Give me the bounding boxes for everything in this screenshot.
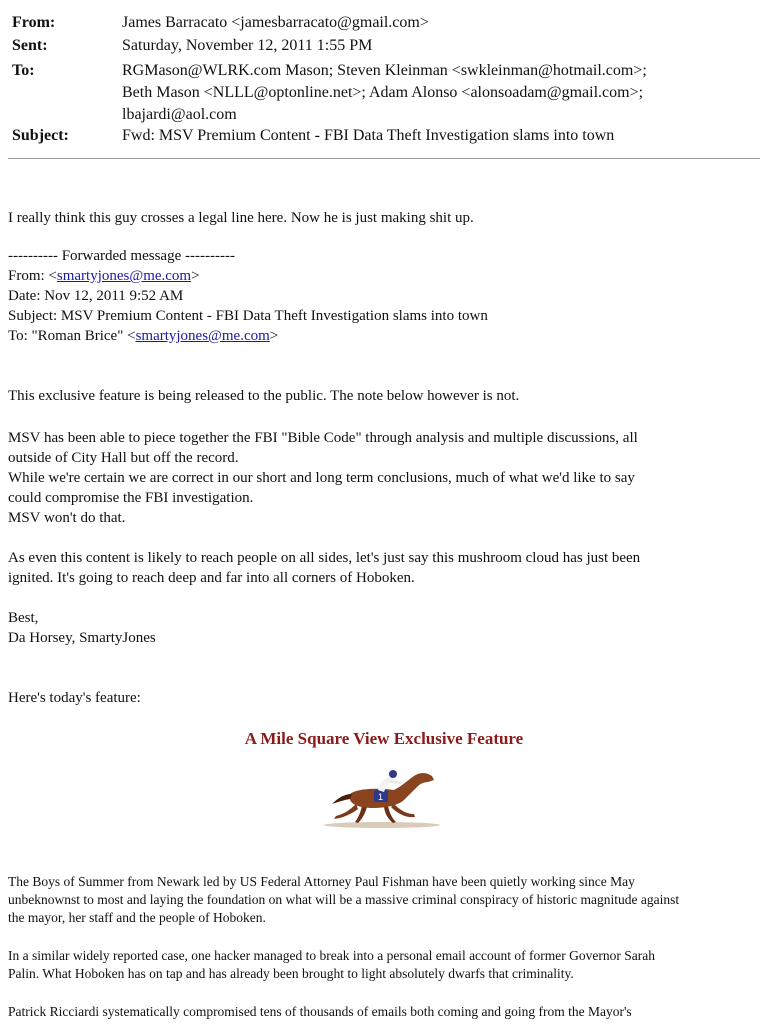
to-line-2: Beth Mason <NLLL@optonline.net>; Adam Alonso <alonsoadam@gmail.com>; — [122, 84, 644, 101]
feature-title: A Mile Square View Exclusive Feature — [244, 729, 524, 748]
forwarded-from: From: <smartyjones@me.com> — [8, 268, 200, 284]
paragraph-3-line-2: ignited. It's going to reach deep and far into all corners of Hoboken. — [8, 570, 415, 586]
forwarded-subject: Subject: MSV Premium Content - FBI Data Theft Investigation slams into town — [8, 308, 488, 324]
signature-best: Best, — [8, 610, 39, 626]
subject-label: Subject: — [12, 127, 69, 144]
to-label: To: — [12, 62, 35, 79]
forwarded-from-email-link[interactable]: smartyjones@me.com — [56, 268, 192, 284]
paragraph-2-line-2: outside of City Hall but off the record. — [8, 450, 239, 466]
article-paragraph-1-line-1: The Boys of Summer from Newark led by US Federal Attorney Paul Fishman have been quietly working since May — [8, 874, 635, 889]
paragraph-2-line-3: While we're certain we are correct in our short and long term conclusions, much of what we'd like to say — [8, 470, 635, 486]
article-paragraph-3-line-1: Patrick Ricciardi systematically compromised tens of thousands of emails both coming and going from the Mayor's — [8, 1004, 632, 1019]
article-paragraph-2-line-1: In a similar widely reported case, one hacker managed to break into a personal email account of former Governor Sarah — [8, 948, 655, 963]
header-separator — [8, 158, 760, 159]
from-label: From: — [12, 14, 56, 31]
forwarded-to-email-link[interactable]: smartyjones@me.com — [135, 328, 270, 344]
paragraph-3-line-1: As even this content is likely to reach people on all sides, let's just say this mushroom cloud has just been — [8, 550, 641, 566]
to-line-3: lbajardi@aol.com — [122, 106, 237, 123]
to-line-1: RGMason@WLRK.com Mason; Steven Kleinman <swkleinman@hotmail.com>; — [122, 62, 647, 79]
article-paragraph-1-line-3: the mayor, her staff and the people of Hoboken. — [8, 910, 266, 925]
from-value: James Barracato <jamesbarracato@gmail.com> — [122, 14, 429, 31]
forwarded-to: To: "Roman Brice" <smartyjones@me.com> — [8, 328, 279, 344]
article-paragraph-2-line-2: Palin. What Hoboken has on tap and has already been brought to light absolutely dwarfs that criminality. — [8, 966, 574, 981]
forwarded-date: Date: Nov 12, 2011 9:52 AM — [8, 288, 184, 304]
paragraph-2-line-5: MSV won't do that. — [8, 510, 126, 526]
svg-text:1: 1 — [378, 792, 384, 802]
paragraph-1: This exclusive feature is being released to the public. The note below however is not. — [8, 388, 520, 404]
article-paragraph-1-line-2: unbeknownst to most and laying the foundation on what will be a massive criminal conspiracy of historic magnitude against — [8, 892, 680, 907]
signature-name: Da Horsey, SmartyJones — [8, 630, 156, 646]
racehorse-jockey-icon — [322, 764, 444, 832]
forwarded-marker: ---------- Forwarded message ---------- — [8, 248, 235, 264]
subject-value: Fwd: MSV Premium Content - FBI Data Theft Investigation slams into town — [122, 127, 615, 144]
intro-text: I really think this guy crosses a legal line here. Now he is just making shit up. — [8, 210, 474, 226]
sent-value: Saturday, November 12, 2011 1:55 PM — [122, 37, 373, 54]
paragraph-2-line-1: MSV has been able to piece together the FBI "Bible Code" through analysis and multiple discussions, all — [8, 430, 638, 446]
todays-feature-text: Here's today's feature: — [8, 690, 141, 706]
sent-label: Sent: — [12, 37, 48, 54]
paragraph-2-line-4: could compromise the FBI investigation. — [8, 490, 254, 506]
to-value — [122, 60, 762, 126]
